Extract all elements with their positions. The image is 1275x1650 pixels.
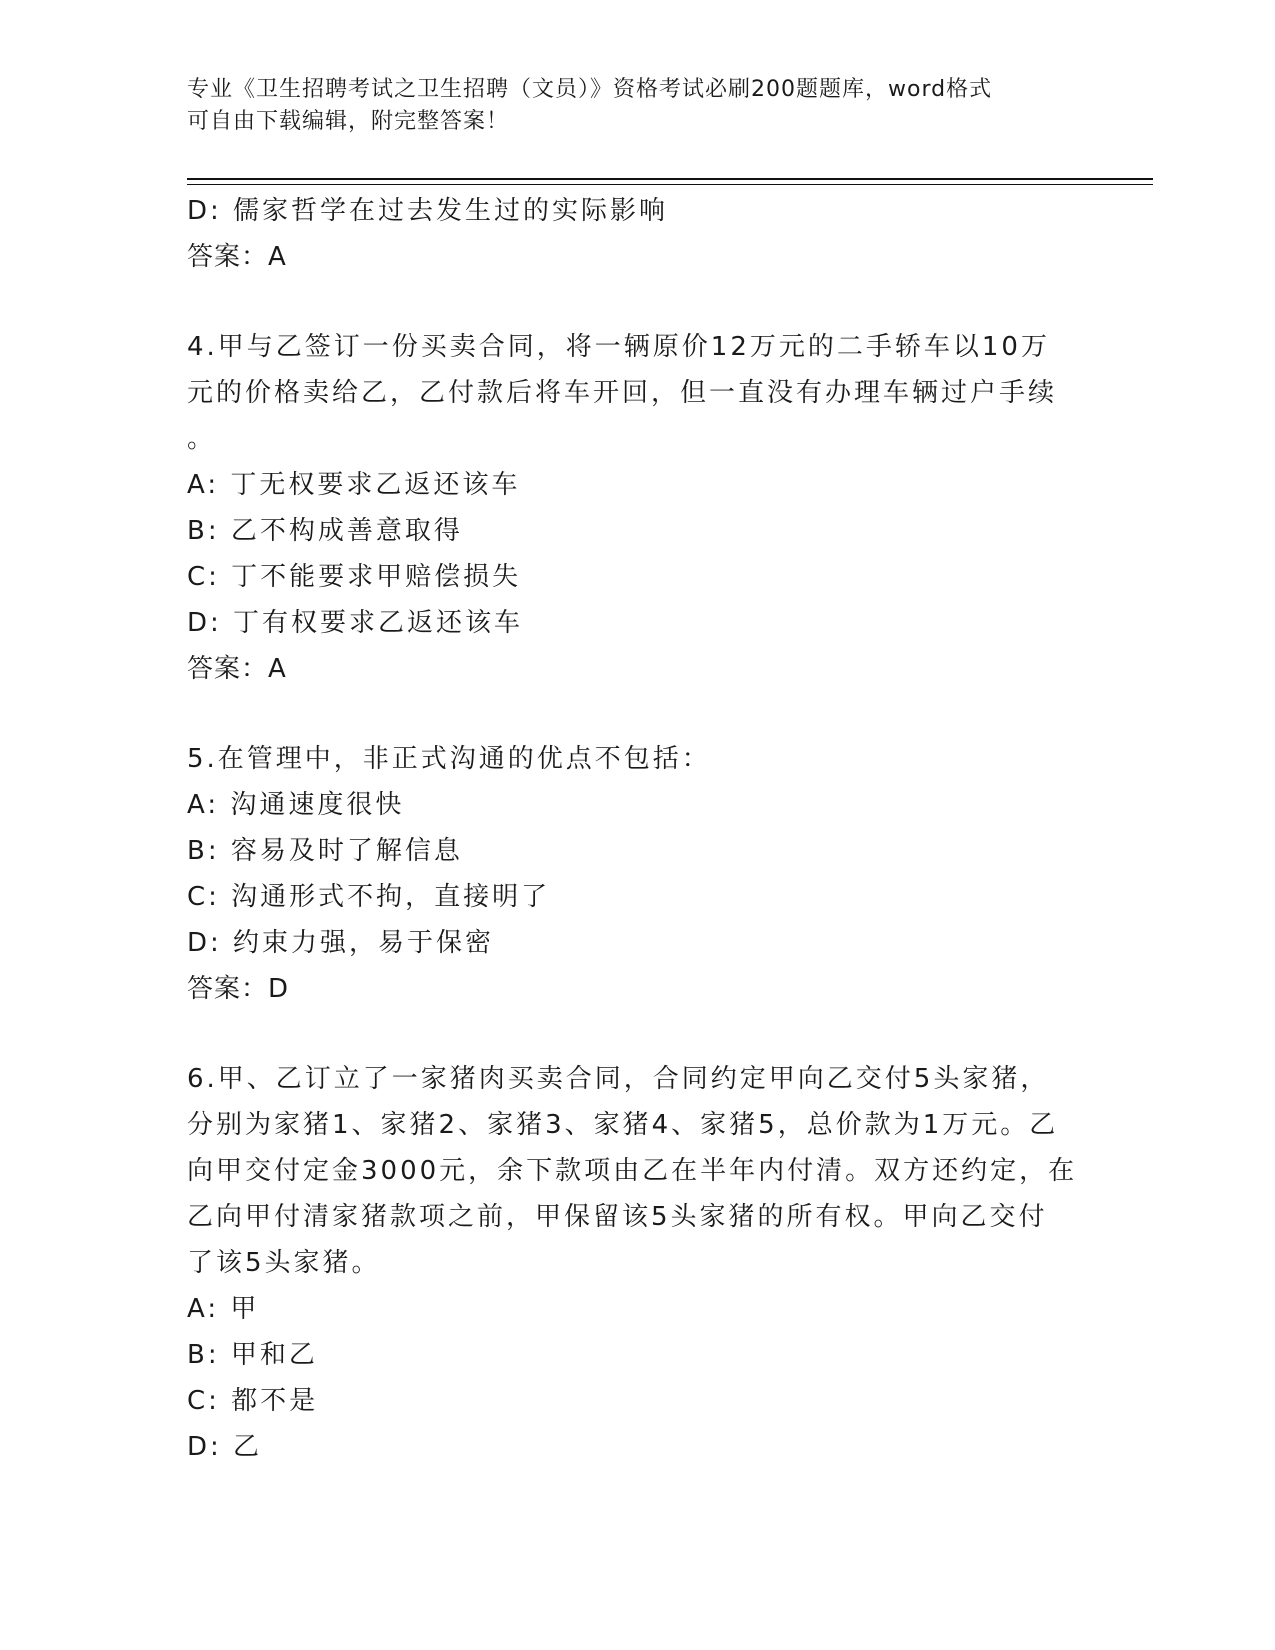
option-c: C: 沟通形式不拘，直接明了 xyxy=(187,882,551,912)
header-title-line-2: 可自由下载编辑，附完整答案！ xyxy=(187,109,510,134)
option-b: B: 乙不构成善意取得 xyxy=(187,516,463,546)
question-6 xyxy=(187,1056,1087,1470)
question-stem-line: 元的价格卖给乙，乙付款后将车开回，但一直没有办理车辆过户手续 xyxy=(187,378,1058,408)
option-d: D: 儒家哲学在过去发生过的实际影响 xyxy=(187,196,669,226)
question-stem-line: 6.甲、乙订立了一家猪肉买卖合同，合同约定甲向乙交付5头家猪， xyxy=(187,1064,1050,1094)
header-divider-thick xyxy=(187,178,1153,180)
option-d: D: 乙 xyxy=(187,1432,263,1462)
spacer xyxy=(187,280,1087,324)
option-a: A: 沟通速度很快 xyxy=(187,790,405,820)
option-a: A: 甲 xyxy=(187,1294,260,1324)
header-divider-thin xyxy=(187,184,1153,185)
answer-line: 答案：A xyxy=(187,242,287,272)
question-5 xyxy=(187,736,1087,1012)
question-stem-line: 乙向甲付清家猪款项之前，甲保留该5头家猪的所有权。甲向乙交付 xyxy=(187,1202,1048,1232)
question-4 xyxy=(187,324,1087,692)
question-stem-line: 5.在管理中，非正式沟通的优点不包括： xyxy=(187,744,711,774)
question-stem-line: 。 xyxy=(187,424,217,454)
option-c: C: 都不是 xyxy=(187,1386,319,1416)
question-stem-line: 了该5头家猪。 xyxy=(187,1248,381,1278)
previous-question-tail xyxy=(187,188,1087,280)
question-stem-line: 向甲交付定金3000元，余下款项由乙在半年内付清。双方还约定，在 xyxy=(187,1156,1078,1186)
spacer xyxy=(187,692,1087,736)
answer-line: 答案：A xyxy=(187,654,287,684)
spacer xyxy=(187,1012,1087,1056)
answer-line: 答案：D xyxy=(187,974,290,1004)
option-d: D: 丁有权要求乙返还该车 xyxy=(187,608,524,638)
option-c: C: 丁不能要求甲赔偿损失 xyxy=(187,562,522,592)
header-title-line-1: 专业《卫生招聘考试之卫生招聘（文员）》资格考试必刷200题题库，word格式 xyxy=(187,77,993,102)
option-b: B: 容易及时了解信息 xyxy=(187,836,463,866)
question-stem-line: 4.甲与乙签订一份买卖合同，将一辆原价12万元的二手轿车以10万 xyxy=(187,332,1050,362)
question-stem-line: 分别为家猪1、家猪2、家猪3、家猪4、家猪5，总价款为1万元。乙 xyxy=(187,1110,1059,1140)
document-header xyxy=(187,74,1067,138)
option-a: A: 丁无权要求乙返还该车 xyxy=(187,470,521,500)
option-d: D: 约束力强，易于保密 xyxy=(187,928,495,958)
question-list xyxy=(187,188,1087,1470)
option-b: B: 甲和乙 xyxy=(187,1340,318,1370)
